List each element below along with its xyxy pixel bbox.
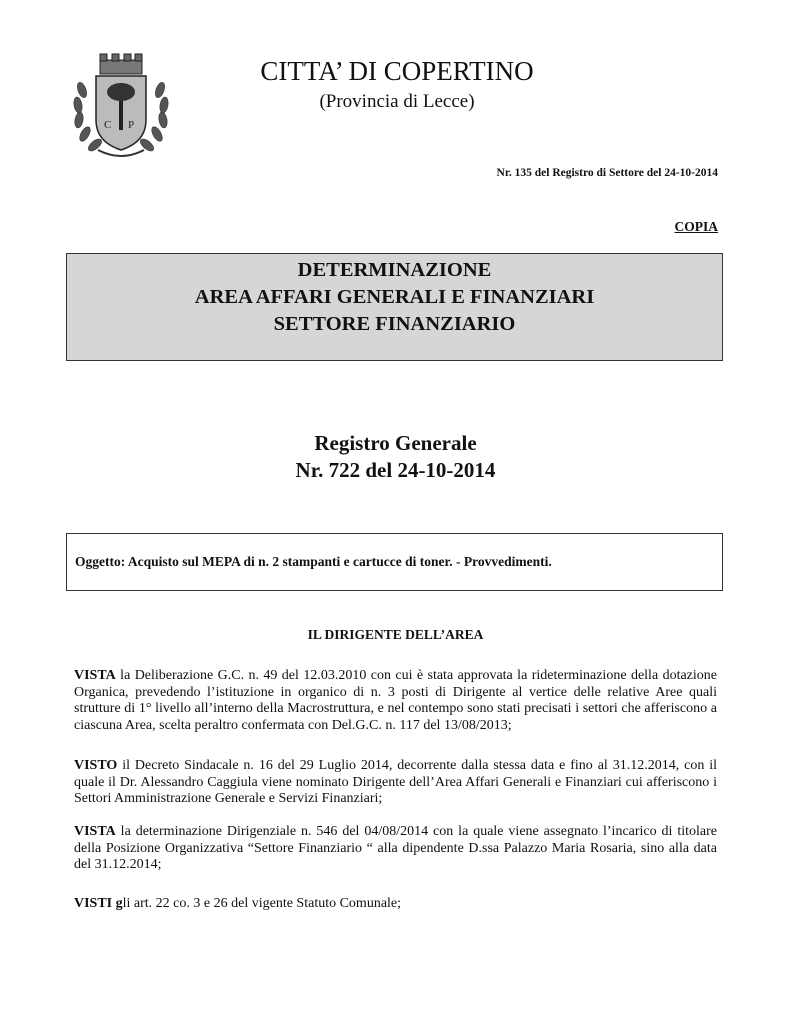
paragraph-visti-statuto (74, 896, 717, 913)
subject-box (66, 533, 723, 591)
city-crest-logo (68, 50, 174, 162)
sector-register-number: Nr. 135 del Registro di Settore del 24-10-2014 (496, 167, 718, 179)
paragraph-vista-determinazione (74, 824, 717, 874)
copy-label: COPIA (674, 219, 718, 234)
general-register-number: Nr. 722 del 24-10-2014 (295, 458, 496, 482)
area-title: AREA AFFARI GENERALI E FINANZIARI (194, 286, 595, 308)
paragraph-lead: VISTI g (74, 896, 123, 911)
general-register (0, 430, 791, 484)
paragraph-lead: VISTA (74, 668, 116, 683)
general-register-label: Registro Generale (314, 431, 477, 455)
paragraph-lead: VISTO (74, 758, 118, 773)
sector-title: SETTORE FINANZIARIO (273, 313, 516, 335)
determination-header-box (66, 253, 723, 361)
city-title: CITTA’ DI COPERTINO (260, 56, 534, 86)
paragraph-vista-deliberazione (74, 668, 717, 734)
paragraph-body: la Deliberazione G.C. n. 49 del 12.03.2010 con cui è stata approvata la rideterminazione della dotazione Organica, prevedendo l’istituzione in organico di n. 3 posti di Dirigente al vertice delle relative Aree quali strutture di 1° livello all’interno della Macrostruttura, e nel contempo sono stati precisati i settori che afferiscono a ciascuna Area, scelta peraltro confermata con Del.G.C. n. 117 del 13/08/2013; (74, 668, 717, 733)
determination-title: DETERMINAZIONE (297, 259, 492, 281)
director-heading: IL DIRIGENTE DELL’AREA (307, 627, 484, 642)
crest-letter-p: P (128, 119, 135, 131)
paragraph-body: la determinazione Dirigenziale n. 546 del 04/08/2014 con la quale viene assegnato l’incarico di titolare della Posizione Organizzativa “Settore Finanziario “ alla dipendente D.ssa Palazzo Maria Rosaria, sino alla data del 31.12.2014; (74, 824, 717, 872)
paragraph-body: il Decreto Sindacale n. 16 del 29 Luglio 2014, decorrente dalla stessa data e fino al 31.12.2014, con il quale il Dr. Alessandro Caggiula viene nominato Dirigente dell’Area Affari Generali e Finanziari cui afferiscono i Settori Amministrazione Generale e Servizi Finanziari; (74, 758, 717, 806)
paragraph-lead: VISTA (74, 824, 116, 839)
crest-letter-c: C (104, 119, 112, 131)
province-subtitle: (Provincia di Lecce) (319, 91, 475, 112)
paragraph-visto-decreto (74, 758, 717, 808)
paragraph-body: li art. 22 co. 3 e 26 del vigente Statuto Comunale; (122, 896, 402, 911)
subject-text: Oggetto: Acquisto sul MEPA di n. 2 stampanti e cartucce di toner. - Provvedimenti. (75, 554, 552, 569)
